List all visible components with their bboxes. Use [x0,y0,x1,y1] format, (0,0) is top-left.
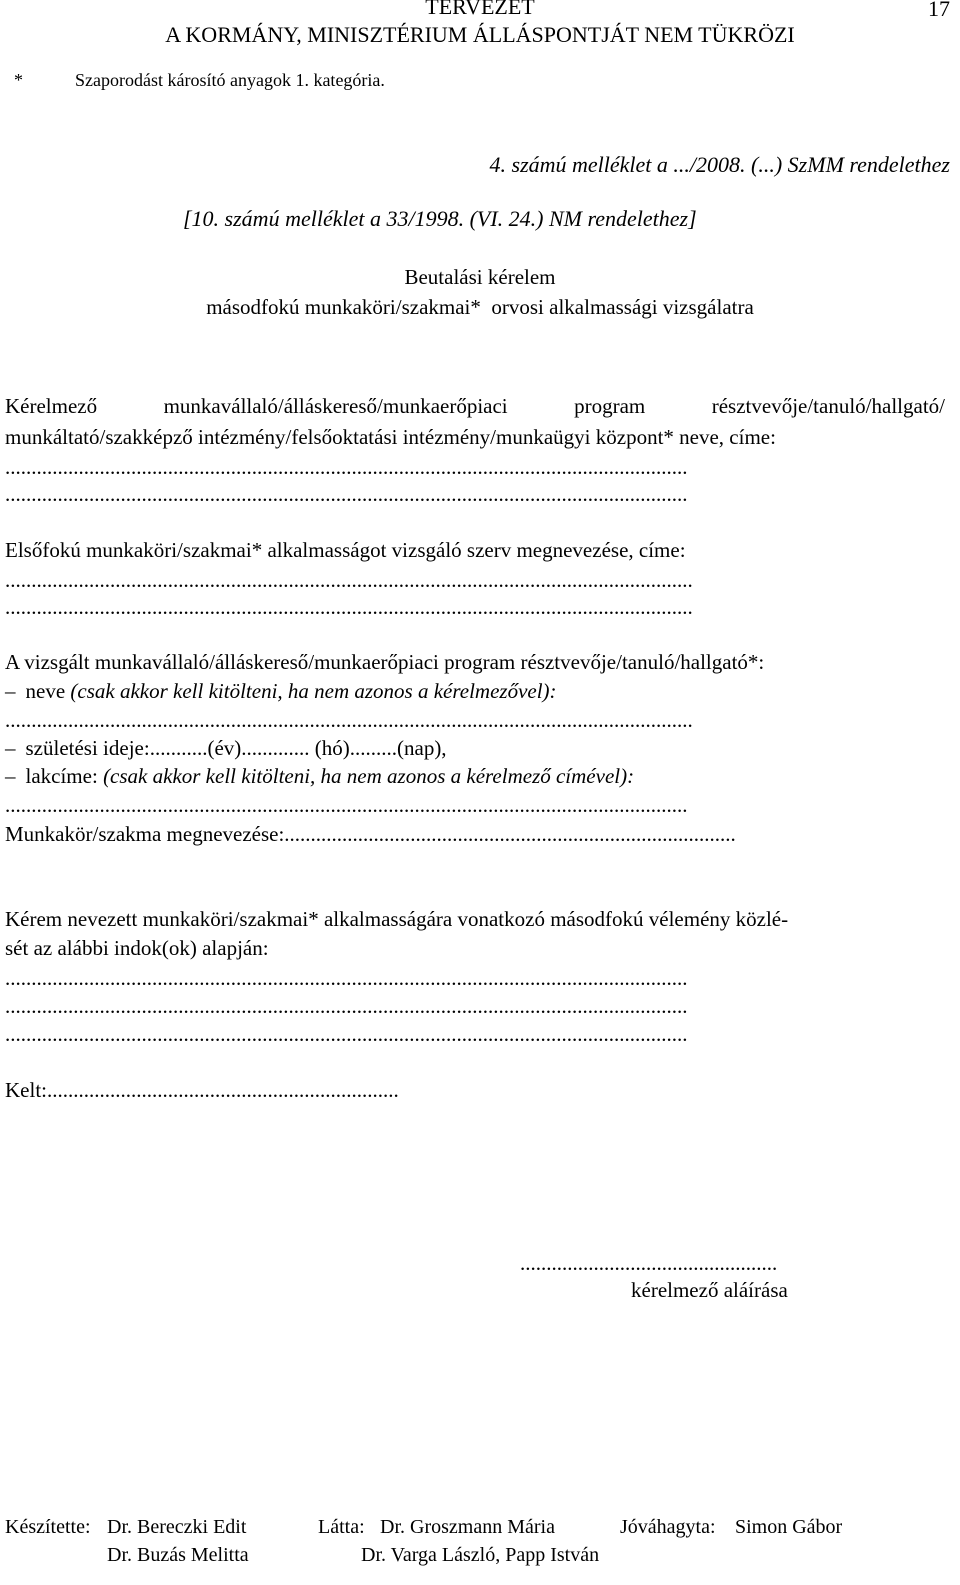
examinee-name-row [5,679,557,704]
annex-line-1: 4. számú melléklet a .../2008. (...) SzMM rendelethez [489,152,950,177]
address-dots: .................................................................................................................................. [5,793,688,817]
form-title: Beutalási kérelem [404,265,556,289]
name-note: (csak akkor kell kitölteni, ha nem azonos a kérelmezővel): [70,679,557,703]
requester-word-2: munkavállaló/álláskereső/munkaerőpiaci [163,394,508,418]
date-label: Kelt:................................................................... [5,1078,399,1102]
prepared-by-1: Dr. Bereczki Edit [107,1516,247,1538]
dash: – [5,679,16,703]
request-line-1: Kérem nevezett munkaköri/szakmai* alkalmasságára vonatkozó másodfokú vélemény közlé- [5,907,789,931]
examinee-label: A vizsgált munkavállaló/álláskereső/munkaerőpiaci program résztvevője/tanuló/hallgató*: [5,650,765,674]
address-note: (csak akkor kell kitölteni, ha nem azonos a kérelmező címével): [103,764,635,788]
footnote-text: Szaporodást károsító anyagok 1. kategória. [75,70,385,90]
signature-label: kérelmező aláírása [631,1278,788,1302]
form-subtitle: másodfokú munkaköri/szakmai* orvosi alkalmassági vizsgálatra [206,295,754,319]
name-label: neve [25,679,66,703]
birth-date-row [5,736,447,761]
examinee-name-dots: ................................................................................................................................... [5,708,693,732]
requester-word-1: Kérelmező [5,394,98,418]
annex-line-2: [10. számú melléklet a 33/1998. (VI. 24.) NM rendelethez] [183,206,697,231]
dash: – [5,736,16,760]
footnote-asterisk: * [14,70,23,90]
birth-date-label: születési ideje:...........(év)............. (hó).........(nap), [25,736,447,760]
approved-by-1: Simon Gábor [735,1516,843,1538]
requester-word-4: résztvevője/tanuló/hallgató/ [711,394,945,418]
first-instance-label: Elsőfokú munkaköri/szakmai* alkalmasságot vizsgáló szerv megnevezése, címe: [5,538,686,562]
reason-dots-2: .................................................................................................................................. [5,994,688,1018]
seen-by-label: Látta: [318,1516,365,1538]
seen-by-1: Dr. Groszmann Mária [380,1516,555,1538]
first-instance-dots-2: ................................................................................................................................... [5,595,693,619]
requester-line-1 [5,394,945,419]
requester-line-2: munkáltató/szakképző intézmény/felsőoktatási intézmény/munkaügyi központ* neve, címe: [5,425,776,449]
approved-by-label: Jóváhagyta: [620,1516,716,1538]
address-row [5,764,634,789]
disclaimer: A KORMÁNY, MINISZTÉRIUM ÁLLÁSPONTJÁT NEM TÜKRÖZI [165,22,795,47]
prepared-by-label: Készítette: [5,1516,91,1538]
request-line-2: sét az alábbi indok(ok) alapján: [5,936,269,960]
signature-dots: ................................................. [520,1251,778,1275]
draft-label: TERVEZET [425,0,535,19]
prepared-by-2: Dr. Buzás Melitta [107,1544,249,1566]
requester-dots-2: .................................................................................................................................. [5,482,688,506]
seen-by-2: Dr. Varga László, Papp István [361,1544,600,1566]
reason-dots-3: .................................................................................................................................. [5,1022,688,1046]
page-number: 17 [928,0,950,21]
first-instance-dots-1: ................................................................................................................................... [5,568,693,592]
requester-word-3: program [574,394,646,418]
address-label: lakcíme: [25,764,98,788]
requester-dots-1: .................................................................................................................................. [5,455,688,479]
dash: – [5,764,16,788]
job-title-row: Munkakör/szakma megnevezése:...................................................................................... [5,822,736,846]
reason-dots-1: .................................................................................................................................. [5,966,688,990]
